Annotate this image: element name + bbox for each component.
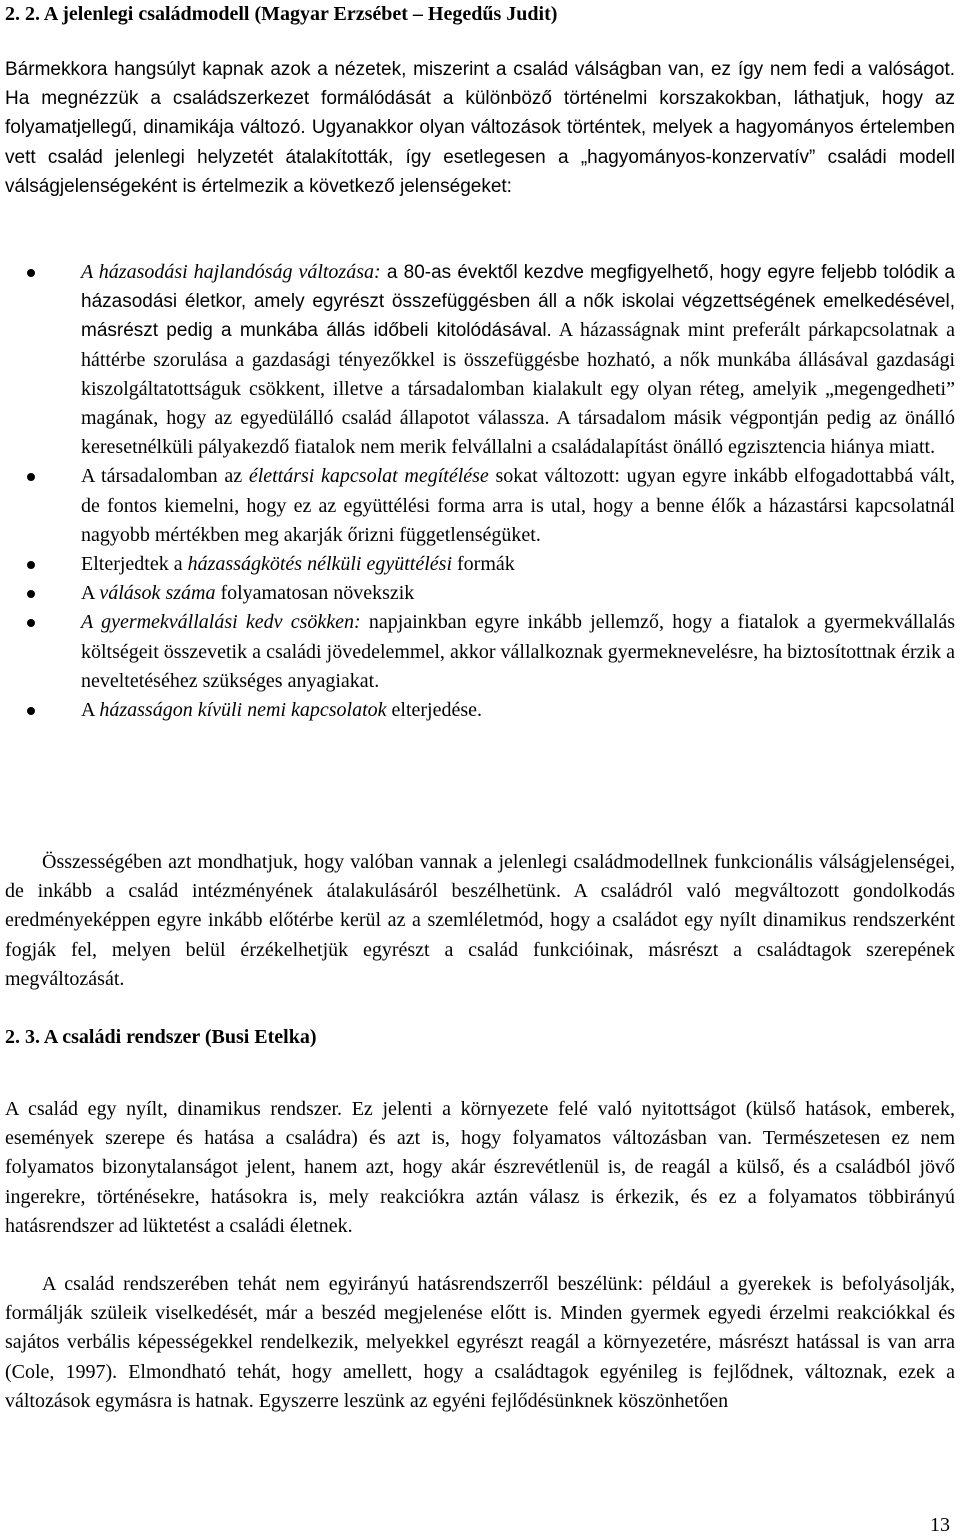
list-item-text-before: Elterjedtek a <box>81 553 188 576</box>
crisis-phenomena-list <box>5 258 955 725</box>
section-title: A családi rendszer <box>43 1026 200 1048</box>
section-authors: (Busi Etelka) <box>204 1026 317 1048</box>
section-heading-2-3 <box>5 1023 317 1051</box>
list-item-text-after: formák <box>452 553 515 576</box>
list-item-text-after: elterjedése. <box>386 699 483 722</box>
list-item <box>5 550 955 579</box>
list-item-text-after: sokat változott: ugyan egyre inkább elfogadottabbá vált, de fontos kiemelni, hogy ez az együttélési forma arra is utal, hogy a benne élők a házastársi kapcsolatnál nagyobb mértékben meg akarják őrizni függetlenségüket. <box>81 465 955 546</box>
list-item-emphasis: A gyermekvállalási kedv csökken: <box>81 611 361 634</box>
list-item-emphasis: élettársi kapcsolat megítélése <box>248 465 489 488</box>
system-paragraph-1: A család egy nyílt, dinamikus rendszer. Ez jelenti a környezete felé való nyitottságot (külső hatások, emberek, események szerepe és hatása a családra) és azt is, hogy folyamatos változásban van. Természetesen ez nem folyamatos bizonytalanságot jelent, hanem azt, hogy akár észrevétlenül is, de reagál a külső, és a családból jövő ingerekre, történésekre, hatásokra is, mely reakciókra aztán válasz is érkezik, és ez a folyamatos többirányú hatásrendszer ad lüktetést a családi életnek. <box>5 1098 955 1237</box>
list-item-text: a 80-as évektől kezdve megfigyelhető, hogy egyre feljebb tolódik a házasodási életkor, amely egyrészt összefüggésben áll a nők iskolai végzettségének emelkedésével, másrészt pedig a munkába állás időbeli kitolódásával. <box>81 262 955 342</box>
list-item <box>5 579 955 608</box>
intro-paragraph <box>5 55 955 201</box>
section-heading-2-2 <box>5 0 557 28</box>
list-item-emphasis: A házasodási hajlandóság változása: <box>81 261 381 283</box>
summary-paragraph: Összességében azt mondhatjuk, hogy valóban vannak a jelenlegi családmodellnek funkcionális válságjelenségei, de inkább a család intézményének átalakulásáról beszélhetünk. A családról való megváltozott gondolkodás eredményeképpen egyre inkább előtérbe kerül az a szemléletmód, hogy a családot egy nyílt dinamikus rendszerként fogják fel, melyen belül érzékelhetjük egyrészt a család funkcióinak, másrészt a családtagok szerepének megváltozását. <box>5 851 955 990</box>
list-item-text-before: A <box>81 699 100 722</box>
list-item-emphasis: házasságkötés nélküli együttélési <box>187 553 453 576</box>
list-item-emphasis: házasságon kívüli nemi kapcsolatok <box>99 699 387 722</box>
intro-paragraph-part2: Ugyanakkor olyan változások történtek, melyek a hagyományos értelemben vett család jelenlegi helyzetét átalakították, így esetlegesen a „hagyományos-konzervatív” családi modell válságjelenségeként is értelmezik a következő jelenségeket: <box>5 117 955 197</box>
list-item-text-before: A <box>81 582 100 605</box>
list-item <box>5 462 955 550</box>
list-item-text-after: folyamatosan növekszik <box>215 582 415 605</box>
list-item <box>5 608 955 696</box>
list-item-emphasis: válások száma <box>99 582 216 605</box>
list-item-text-before: A társadalomban az <box>81 465 249 488</box>
section-title: A jelenlegi családmodell <box>43 3 250 25</box>
section-number: 2. 2. <box>5 3 40 25</box>
system-paragraph-2: A család rendszerében tehát nem egyirányú hatásrendszerről beszélünk: például a gyerekek is befolyásolják, formálják szüleik viselkedését, már a beszéd megjelenése előtt is. Minden gyermek egyedi érzelmi reakciókkal és sajátos verbális képességekkel rendelkezik, melyekkel egyrészt reagál a környezetére, másrészt hatással is van arra (Cole, 1997). Elmondható tehát, hogy amellett, hogy a családtagok egyénileg is fejlődnek, változnak, ezek a változások egymásra is hatnak. Egyszerre leszünk az egyéni fejlődésünknek köszönhetően <box>5 1273 955 1412</box>
list-item <box>5 696 955 725</box>
list-item-text-continued: A házasságnak mint preferált párkapcsolatnak a háttérbe szorulása a gazdasági tényezőkkel is összefüggésbe hozható, a nők munkába állásával gazdasági kiszolgáltatottságuk csökkent, illetve a társadalomban kialakult egy olyan réteg, amelyik „megengedheti” magának, hogy az egyedülálló család állapotot válassza. A társadalom másik végpontján pedig az önálló keresetnélküli pályakezdő fiatalok nem merik felvállalni a családalapítást önálló egzisztencia hiánya miatt. <box>81 319 955 459</box>
page-number: 13 <box>930 1514 950 1536</box>
section-number: 2. 3. <box>5 1026 40 1048</box>
section-authors: (Magyar Erzsébet – Hegedűs Judit) <box>254 3 558 25</box>
list-item <box>5 258 955 462</box>
intro-paragraph-part1: Bármekkora hangsúlyt kapnak azok a nézetek, miszerint a család válságban van, ez így nem fedi a valóságot. Ha megnézzük a családszerkezet formálódását a különböző történelmi korszakokban, láthatjuk, hogy az folyamatjellegű, dinamikája változó. <box>5 59 955 139</box>
list-item-text-after: napjainkban egyre inkább jellemző, hogy a fiatalok a gyermekvállalás költségeit összevetik a családi jövedelemmel, akkor vállalkoznak gyermeknevelésre, ha biztosítottnak érzik a neveltetéséhez szükséges anyagiakat. <box>81 611 956 692</box>
